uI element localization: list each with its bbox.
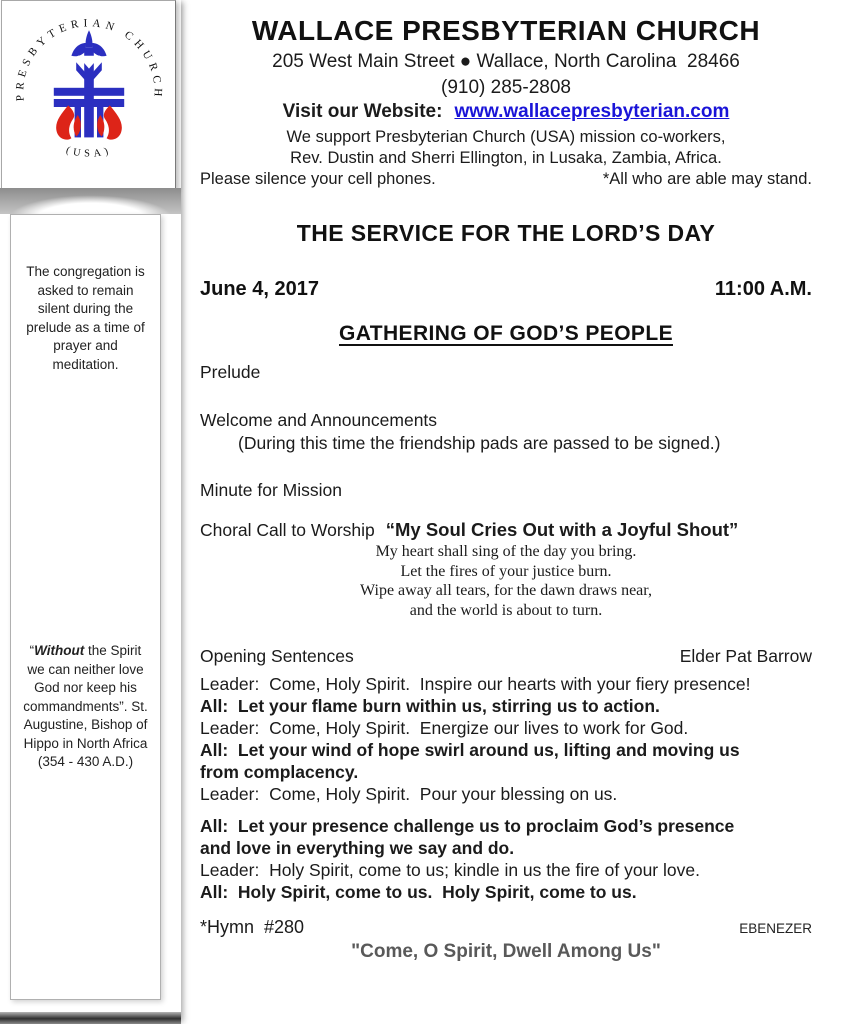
- church-name: WALLACE PRESBYTERIAN CHURCH: [251, 15, 761, 46]
- seal-bottom-text: (USA): [64, 144, 113, 160]
- welcome-note: (During this time the friendship pads are passed to be signed.): [238, 433, 721, 453]
- pcusa-seal-icon: [9, 5, 169, 177]
- hymn-tune: EBENEZER: [739, 921, 812, 936]
- website-line: [200, 100, 812, 124]
- stand-note: *All who are able may stand.: [602, 170, 812, 188]
- liturgy-line: and love in everything we say and do.: [200, 838, 515, 858]
- choral-label: Choral Call to Worship: [200, 520, 375, 540]
- website-label: Visit our Website:: [282, 101, 443, 122]
- augustine-quote: [20, 642, 151, 772]
- sidebar-note-box: [10, 214, 161, 1000]
- svg-text:(USA): [64, 145, 113, 160]
- minute-label: Minute for Mission: [200, 480, 342, 500]
- opening-leader: Elder Pat Barrow: [679, 646, 812, 666]
- liturgy-line: All: Let your flame burn within us, stirring us to action.: [200, 696, 660, 716]
- liturgy-line: Leader: Come, Holy Spirit. Pour your blessing on us.: [200, 784, 618, 804]
- welcome-label: Welcome and Announcements: [200, 410, 438, 430]
- opening-sentences-row: [200, 645, 812, 668]
- verse-line: Wipe away all tears, for the dawn draws near,: [360, 582, 652, 599]
- quote-body: the Spirit we can neither love God nor keep his commandments”. St. Augustine, Bishop of Hippo in North Africa (354 - 430 A.D.): [23, 643, 148, 769]
- quote-open: “: [29, 643, 35, 658]
- service-date: June 4, 2017: [200, 278, 319, 300]
- verse-line: Let the fires of your justice burn.: [400, 562, 612, 580]
- church-seal-box: [1, 0, 176, 189]
- hymn-row: [200, 916, 812, 939]
- liturgy-line: Leader: Come, Holy Spirit. Energize our lives to work for God.: [200, 718, 689, 738]
- choral-anthem-title: “My Soul Cries Out with a Joyful Shout”: [385, 519, 739, 540]
- notes-row: [200, 169, 812, 190]
- hymn-title: "Come, O Spirit, Dwell Among Us": [351, 941, 661, 962]
- date-time-row: [200, 276, 812, 302]
- liturgy-line: All: Let your presence challenge us to proclaim God’s presence: [200, 816, 735, 836]
- service-title: THE SERVICE FOR THE LORD’S DAY: [296, 220, 716, 246]
- left-column: [0, 0, 181, 1024]
- choral-verse: [200, 542, 812, 620]
- prelude-label: Prelude: [200, 362, 261, 382]
- liturgy-line: from complacency.: [200, 762, 359, 782]
- quote-emphasis: Without: [34, 643, 85, 658]
- congregation-note: The congregation is asked to remain silent during the prelude as a time of prayer and meditation.: [26, 264, 145, 372]
- church-phone: (910) 285-2808: [441, 77, 571, 98]
- seal-top-text: PRESBYTERIAN CHURCH: [13, 17, 164, 102]
- church-address: 205 West Main Street ● Wallace, North Carolina 28466: [272, 51, 740, 72]
- mission-line-2: Rev. Dustin and Sherri Ellington, in Lusaka, Zambia, Africa.: [290, 149, 722, 167]
- verse-line: and the world is about to turn.: [409, 601, 603, 619]
- seal-book-highlight: [77, 56, 99, 69]
- verse-line: My heart shall sing of the day you bring.: [375, 543, 637, 560]
- liturgy-line: All: Let your wind of hope swirl around us, lifting and moving us: [200, 740, 740, 760]
- liturgy-line: All: Holy Spirit, come to us. Holy Spirit, come to us.: [200, 882, 637, 902]
- page-curl-shadow: [0, 188, 181, 214]
- hymn-label: *Hymn #280: [200, 917, 305, 937]
- section-heading: GATHERING OF GOD’S PEOPLE: [339, 322, 673, 345]
- service-time: 11:00 A.M.: [714, 278, 812, 300]
- silence-note: Please silence your cell phones.: [200, 170, 436, 188]
- choral-call-line: [200, 518, 812, 542]
- bulletin-content: [200, 0, 812, 964]
- liturgy-line: Leader: Holy Spirit, come to us; kindle in us the fire of your love.: [200, 860, 700, 880]
- liturgy-line: Leader: Come, Holy Spirit. Inspire our hearts with your fiery presence!: [200, 674, 751, 694]
- mission-line-1: We support Presbyterian Church (USA) mission co-workers,: [286, 128, 726, 146]
- bottom-shadow-bar: [0, 1012, 181, 1024]
- opening-label: Opening Sentences: [200, 646, 354, 666]
- website-link[interactable]: www.wallacepresbyterian.com: [454, 101, 730, 122]
